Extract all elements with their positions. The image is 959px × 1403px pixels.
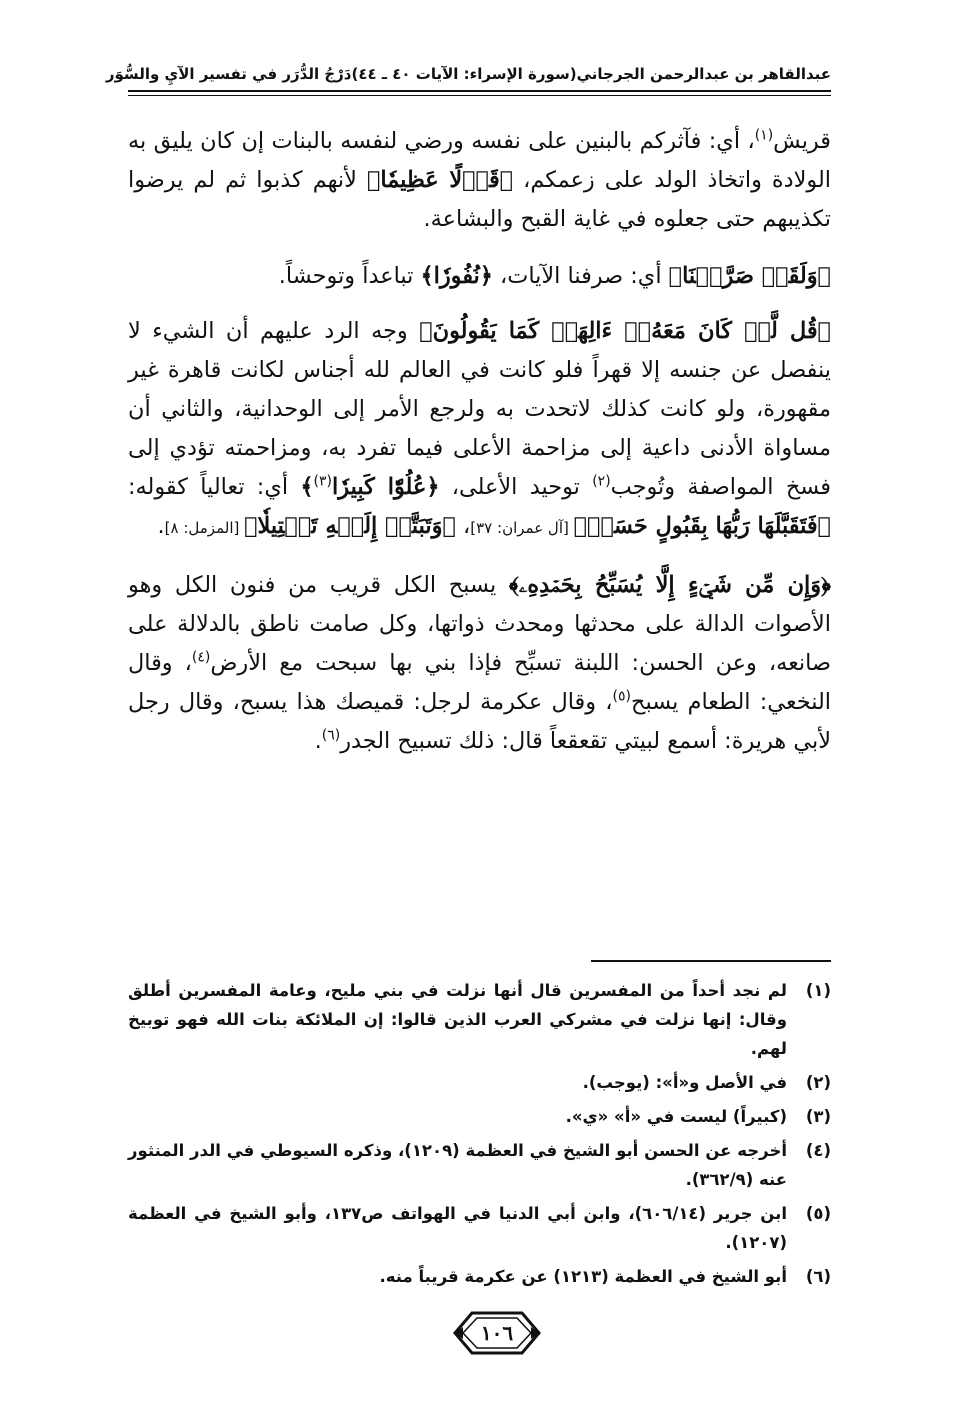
text-run: تباعداً وتوحشاً. (278, 263, 421, 289)
footnote-marker: (٣) (313, 473, 333, 490)
text-run: أي: صرفنا الآيات، (492, 263, 669, 289)
page-number: ١٠٦ (480, 1321, 514, 1345)
footnote-text: أبو الشيخ في العظمة (١٢١٣) عن عكرمة قريباً منه. (379, 1267, 787, 1286)
footnote-marker: (٦) (321, 727, 341, 744)
text-run: ، وقال النخعي: الطعام يسبح (128, 650, 831, 715)
text-run: أي: تعالياً كقوله: (128, 474, 301, 500)
text-run: وجه الرد عليهم أن الشيء لا ينفصل عن جنسه إلا قهراً فلو كانت في العالم لله أجناس لكانت قاهرة غير مقهورة، ولو كانت كذلك لاتحدت به ولرجع الأمر إلى الوحدانية، والثاني أن مساواة الأدنى داعية إلى مزاحمة الأعلى فيما تفرد به، ومزاحمته تؤدي إلى فسخ المواصفة وتُوجب (128, 318, 831, 500)
paragraph (128, 257, 831, 296)
verse-reference: [المزمل: ٨] (164, 519, 245, 537)
quran-quote: ﴿قَوۡلًا عَظِيمٗا﴾ (366, 167, 514, 193)
quran-quote: ﴿قُل لَّوۡ كَانَ مَعَهُۥٓ ءَالِهَةٞ كَمَا يَقُولُونَ﴾ (419, 318, 831, 344)
text-run: ، (455, 513, 471, 539)
footnote-marker: (٥) (612, 688, 631, 705)
header-author: عبدالقاهر بن عبدالرحمن الجرجاني (576, 65, 831, 83)
footnote-number: (٦) (805, 1267, 831, 1286)
footnote (128, 1068, 831, 1097)
verse-reference: [آل عمران: ٣٧] (470, 519, 574, 537)
footnote-number: (٢) (805, 1073, 831, 1092)
quran-quote: ﴿نُفُورٗا﴾ (420, 263, 493, 289)
quran-quote: ﴿وَتَبَتَّلۡ إِلَيۡهِ تَبۡتِيلٗا﴾ (244, 513, 456, 539)
page-number-ornament (452, 1310, 542, 1356)
footnote-text: أخرجه عن الحسن أبو الشيخ في العظمة (١٢٠٩)، وذكره السيوطي في الدر المنثور عنه (٣٦٢/٩). (128, 1141, 787, 1189)
text-run: قريش (773, 128, 831, 154)
header-book-title: دَرْجُ الدُّرَر في تفسير الآيِ والسُّوَر (105, 65, 352, 83)
quran-quote: ﴿عُلُوّٗا كَبِيرٗا (332, 474, 440, 500)
footnote (128, 1136, 831, 1194)
text-run: . (314, 728, 322, 754)
footnote-text: ابن جرير (٦٠٦/١٤)، وابن أبي الدنيا في الهواتف ص١٣٧، وأبو الشيخ في العظمة (١٢٠٧). (128, 1204, 787, 1252)
quran-quote: ﴿فَتَقَبَّلَهَا رَبُّهَا بِقَبُولٍ حَسَنٖ﴾ (573, 513, 831, 539)
quran-quote: ﴿وَإِن مِّن شَيۡءٍ إِلَّا يُسَبِّحُ بِحَمۡدِهِۦ﴾ (508, 572, 831, 598)
text-run: يسبح الكل قريب من فنون الكل وهو الأصوات الدالة على محدثها ومحدث ذواتها، وكل صامت ناطق بالدلالة على صانعه، وعن الحسن: اللبنة تسبِّح فإذا بني بها سبحت مع الأرض (128, 572, 831, 676)
quran-quote: ﴿وَلَقَدۡ صَرَّفۡنَا﴾ (668, 263, 831, 289)
text-run: . (157, 513, 165, 539)
footnote-marker: (٤) (191, 649, 211, 666)
footnote (128, 1199, 831, 1257)
paragraph (128, 566, 831, 761)
header-surah-verses: (سورة الإسراء: الآيات ٤٠ ـ ٤٤) (351, 65, 577, 83)
footnote (128, 976, 831, 1063)
quran-quote-close: ﴾ (300, 474, 314, 500)
paragraph (128, 122, 831, 239)
footnote-text: في الأصل و«أ»: (يوجب). (582, 1073, 787, 1092)
footnote-marker: (١) (754, 127, 774, 144)
text-run: ، أي: فآثركم بالبنين على نفسه ورضي لنفسه بالبنات إن كان يليق به الولادة واتخاذ الولد على زعمكم، (128, 128, 831, 193)
footnote (128, 1262, 831, 1291)
paragraph (128, 312, 831, 548)
text-run: لأنهم كذبوا ثم لم يرضوا تكذيبهم حتى جعلوه في غاية القبح والبشاعة. (128, 167, 831, 232)
footnote-number: (٥) (805, 1204, 831, 1223)
footnote-number: (٣) (805, 1107, 831, 1126)
footnote-number: (١) (805, 981, 831, 1000)
running-header (105, 58, 831, 92)
text-run: توحيد الأعلى، (439, 474, 593, 500)
text-run: ، وقال عكرمة لرجل: قميصك هذا يسبح، وقال رجل لأبي هريرة: أسمع لبيتي تقعقعاً قال: ذلك تسبيح الجدر (128, 689, 831, 754)
footnote-text: (كبيراً) ليست في «أ» «ي». (565, 1107, 787, 1126)
footnote (128, 1102, 831, 1131)
footnote-marker: (٢) (592, 473, 611, 490)
main-text (128, 122, 831, 761)
footnote-divider (591, 960, 831, 962)
footnotes (128, 976, 831, 1296)
footnote-number: (٤) (805, 1141, 831, 1160)
header-double-rule (128, 95, 831, 96)
footnote-text: لم نجد أحداً من المفسرين قال أنها نزلت في بني مليح، وعامة المفسرين أطلق وقال: إنها نزلت في مشركي العرب الذين قالوا: إن الملائكة بنات الله فهو توبيخ لهم. (128, 981, 787, 1058)
